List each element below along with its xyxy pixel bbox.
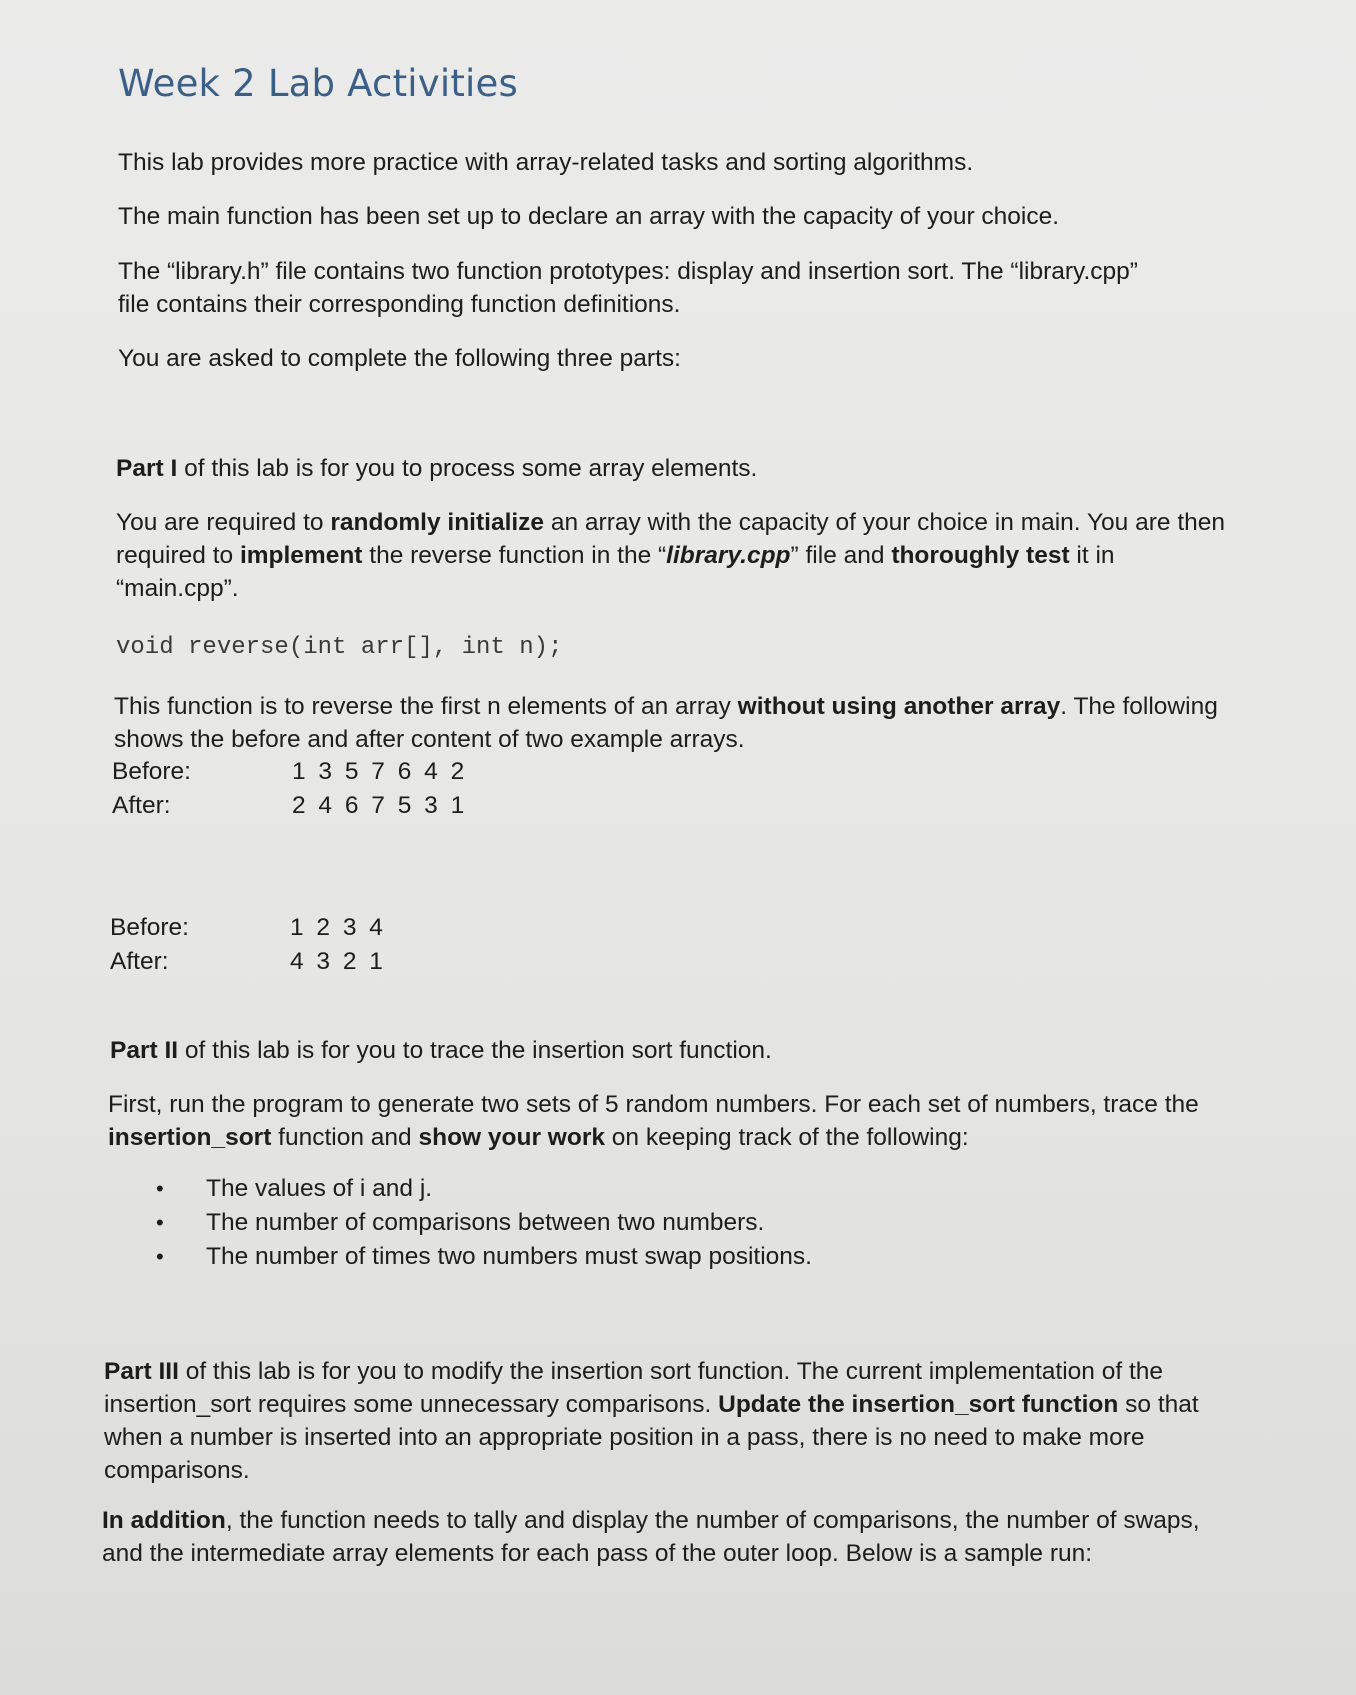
part3-text-2: so that when a number is inserted into an appropriate position in a pass, there is no need to make more comparisons.	[104, 1391, 1199, 1484]
part3-paragraph-1	[104, 1355, 1234, 1487]
part3-paragraph-2	[102, 1504, 1232, 1570]
part1-description	[114, 690, 1234, 756]
part1-req-text-1: You are required to	[116, 509, 331, 536]
part2-desc-bold-1: insertion_sort	[108, 1124, 272, 1151]
before-label: Before:	[112, 758, 191, 785]
part2-description	[108, 1088, 1218, 1154]
page-title: Week 2 Lab Activities	[118, 62, 518, 105]
part2-desc-text-2: function and	[271, 1124, 419, 1151]
part2-desc-text-3: on keeping track of the following:	[605, 1124, 969, 1151]
part2-label: Part II	[110, 1037, 179, 1064]
part1-req-bold-2: implement	[239, 542, 363, 569]
part1-desc-bold: without using another array	[737, 693, 1061, 720]
after-label: After:	[110, 948, 169, 975]
part2-heading	[110, 1034, 1240, 1067]
trace-bullet-list	[156, 1172, 812, 1274]
part1-label: Part I	[116, 455, 178, 482]
part2-heading-text: of this lab is for you to trace the insertion sort function.	[178, 1037, 772, 1064]
part2-desc-text-1: First, run the program to generate two sets of 5 random numbers. For each set of numbers, trace the	[108, 1091, 1199, 1118]
before-values: 1 3 5 7 6 4 2	[292, 758, 468, 785]
part1-heading-text: of this lab is for you to process some array elements.	[177, 455, 758, 482]
part1-desc-text-2: . The following shows the before and after content of two example arrays.	[114, 693, 1218, 753]
part1-req-text-5: it in “main.cpp”.	[116, 542, 1115, 602]
part1-req-text-2: an array with the capacity of your choice in main. You are then required to	[116, 509, 1226, 569]
after-values: 2 4 6 7 5 3 1	[292, 792, 468, 819]
part3-label: Part III	[104, 1358, 179, 1385]
intro-paragraph-3-line-2: file contains their corresponding function definitions.	[118, 291, 681, 318]
list-item: • The number of comparisons between two numbers.	[156, 1206, 812, 1240]
list-item: • The number of times two numbers must swap positions.	[156, 1240, 812, 1274]
list-item: • The values of i and j.	[156, 1172, 812, 1206]
intro-paragraph-1: This lab provides more practice with array-related tasks and sorting algorithms.	[118, 149, 974, 176]
part1-req-filename: library.cpp	[666, 542, 791, 569]
part3-bold-1: Update the insertion_sort function	[718, 1391, 1119, 1418]
part1-req-bold-1: randomly initialize	[330, 509, 545, 536]
part1-req-text-3: the reverse function in the “	[362, 542, 667, 569]
before-label: Before:	[110, 914, 189, 941]
part3-text-3: , the function needs to tally and display the number of comparisons, the number of swaps, and the intermediate array elements for each pass of the outer loop. Below is a sample run:	[102, 1507, 1200, 1567]
intro-paragraph-2: The main function has been set up to declare an array with the capacity of your choice.	[118, 203, 1060, 230]
part3-text-1: of this lab is for you to modify the insertion sort function. The current implementation of the insertion_sort requires some unnecessary comparisons.	[104, 1358, 1164, 1418]
part2-desc-bold-2: show your work	[418, 1124, 605, 1151]
before-values: 1 2 3 4	[290, 914, 386, 941]
reverse-function-prototype: void reverse(int arr[], int n);	[116, 634, 563, 661]
part1-requirement	[116, 506, 1236, 605]
intro-paragraph-3-line-1: The “library.h” file contains two function prototypes: display and insertion sort. The “library.cpp”	[118, 258, 1138, 285]
part1-req-bold-3: thoroughly test	[891, 542, 1070, 569]
part1-desc-text-1: This function is to reverse the first n elements of an array	[114, 693, 738, 720]
after-label: After:	[112, 792, 171, 819]
intro-paragraph-4: You are asked to complete the following three parts:	[118, 345, 681, 372]
after-values: 4 3 2 1	[290, 948, 386, 975]
part1-req-text-4: ” file and	[790, 542, 892, 569]
part1-heading	[116, 452, 1246, 485]
part3-bold-2: In addition	[102, 1507, 226, 1534]
intro-paragraph-3	[118, 255, 1248, 321]
